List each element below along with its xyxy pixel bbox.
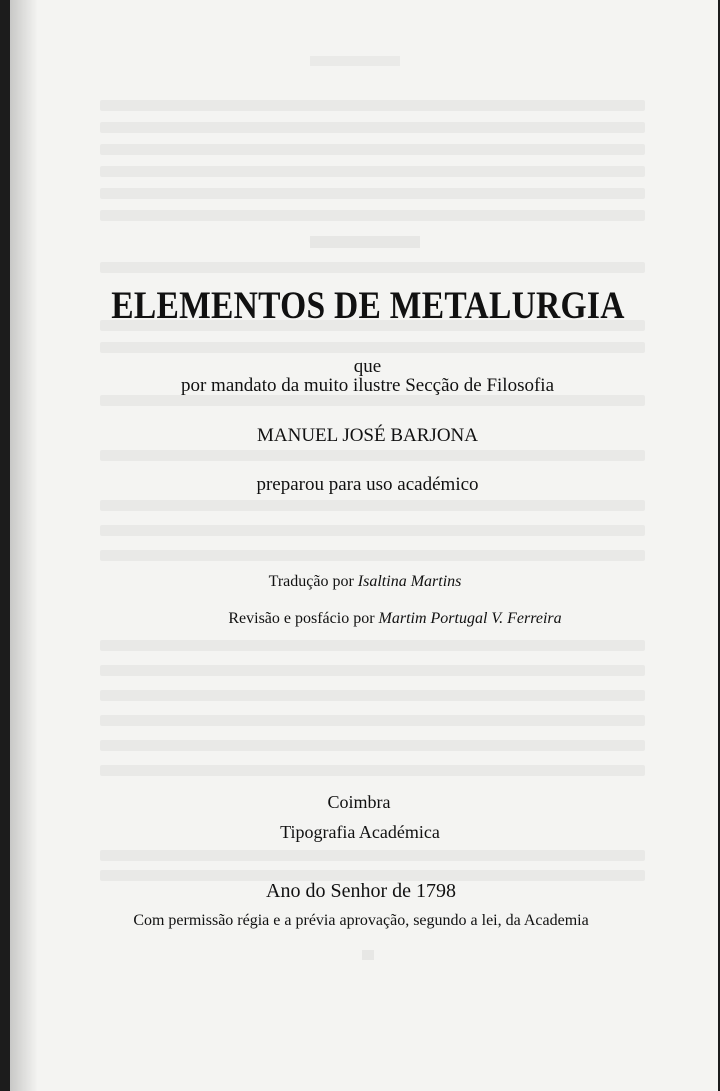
bleed-through-line [100,122,645,133]
author-name: MANUEL JOSÉ BARJONA [257,425,478,446]
translator-name: Isaltina Martins [357,573,462,590]
bleed-through-header [310,56,400,66]
title-page [10,0,718,1091]
bleed-through-line [100,166,645,177]
revision-prefix: Revisão e posfácio por [228,610,375,627]
bleed-through-line [100,500,645,511]
connector-que: que [353,356,382,377]
mandate-line: por mandato da muito ilustre Secção de Filosofia [180,375,555,396]
reviser-name: Martim Portugal V. Ferreira [378,610,562,627]
bleed-through-line [100,342,645,353]
book-title: ELEMENTOS DE METALURGIA [111,284,625,327]
revision-credit [10,610,718,628]
bleed-through-heading [310,236,420,248]
publication-year: Ano do Senhor de 1798 [266,880,456,902]
bleed-through-line [100,450,645,461]
bleed-through-page-number [362,950,374,960]
bleed-through-line [100,525,645,536]
bleed-through-line [100,262,645,273]
bleed-through-line [100,550,645,561]
bleed-through-line [100,665,645,676]
bleed-through-line [100,740,645,751]
printer-name: Tipografia Académica [280,822,440,842]
publication-place: Coimbra [327,792,391,812]
bleed-through-line [100,640,645,651]
bleed-through-line [100,210,645,221]
translation-prefix: Tradução por [268,573,354,590]
permission-line: Com permissão régia e a prévia aprovação, segundo a lei, da Academia [133,912,589,929]
bleed-through-line [100,715,645,726]
bleed-through-line [100,765,645,776]
bleed-through-line [100,690,645,701]
bleed-through-line [100,100,645,111]
bleed-through-line [100,188,645,199]
bleed-through-line [100,850,645,861]
bleed-through-line [100,144,645,155]
prepared-line: preparou para uso académico [256,474,479,495]
translation-credit [10,573,718,591]
